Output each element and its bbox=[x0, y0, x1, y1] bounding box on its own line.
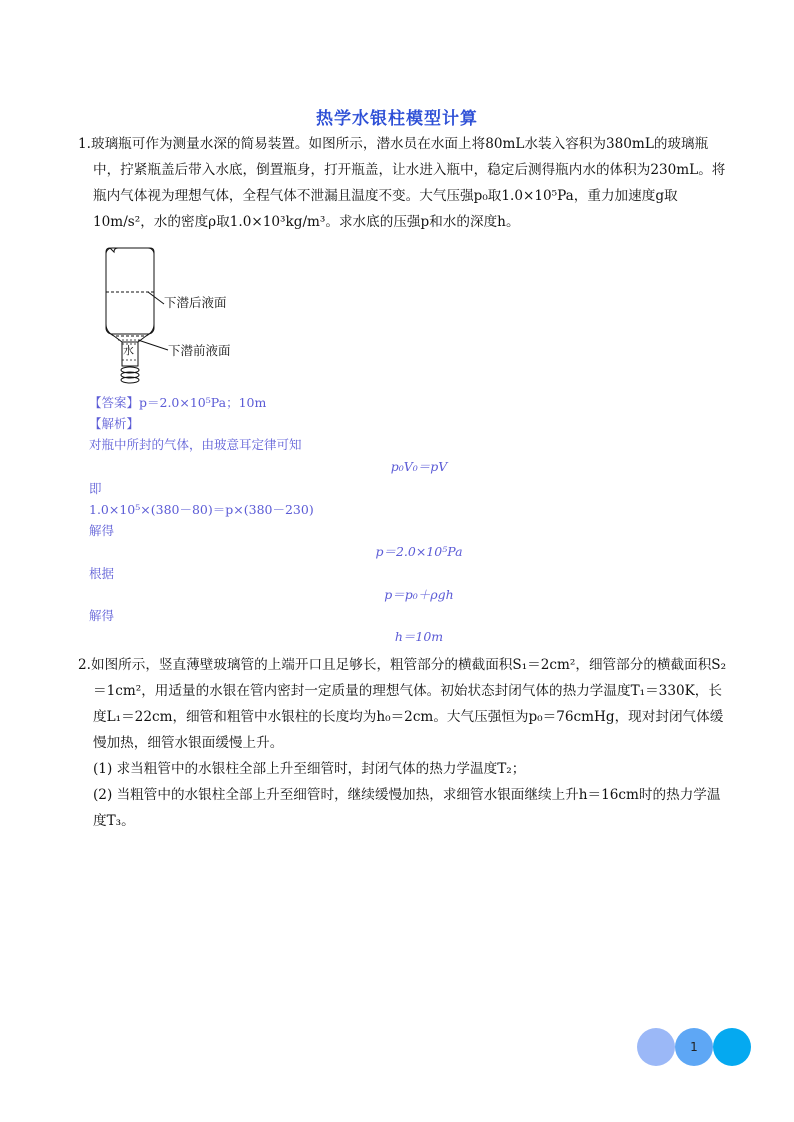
equation: 1.0×10⁵×(380－80)＝p×(380－230) bbox=[89, 502, 314, 517]
problem-1 bbox=[78, 131, 728, 235]
problem-1-text bbox=[78, 131, 728, 235]
page-number-badge bbox=[637, 1028, 753, 1066]
solution-step: 根据 bbox=[89, 566, 115, 581]
solution-step: 对瓶中所封的气体，由玻意耳定律可知 bbox=[89, 437, 302, 452]
equation: p＝p₀＋ρgh bbox=[384, 587, 454, 602]
equation: p₀V₀＝pV bbox=[390, 459, 448, 474]
badge-circle bbox=[713, 1028, 751, 1066]
question-1: (1) 求当粗管中的水银柱全部上升至细管时，封闭气体的热力学温度T₂； bbox=[93, 761, 526, 777]
page-title: 热学水银柱模型计算 bbox=[316, 109, 478, 129]
badge-circle bbox=[637, 1028, 675, 1066]
problem-2 bbox=[78, 652, 728, 834]
problem-number: 1. bbox=[78, 136, 91, 152]
question-2: (2) 当粗管中的水银柱全部上升至细管时，继续缓慢加热，求细管水银面继续上升h＝16cm时的热力学温度T₃。 bbox=[93, 787, 721, 829]
water-label: 水 bbox=[123, 344, 134, 357]
solution-step: 即 bbox=[89, 481, 102, 496]
bottle-figure bbox=[92, 244, 272, 386]
problem-2-text bbox=[78, 652, 728, 756]
problem-number: 2. bbox=[78, 657, 91, 673]
solution-step: 解得 bbox=[89, 523, 115, 538]
label-after-dive: 下潜后液面 bbox=[164, 295, 227, 310]
solution-step: 解得 bbox=[89, 608, 115, 623]
equation: h＝10m bbox=[394, 629, 444, 644]
analysis-heading: 【解析】 bbox=[89, 416, 140, 431]
problem-body: 如图所示，竖直薄壁玻璃管的上端开口且足够长，粗管部分的横截面积S₁＝2cm²，细管部分的横截面积S₂＝1cm²，用适量的水银在管内密封一定质量的理想气体。初始状态封闭气体的热力学温度T₁＝330K，长度L₁＝22cm，细管和粗管中水银柱的长度均为h₀＝2cm。大气压强恒为p₀＝76cmHg，现对封闭气体缓慢加热，细管水银面缓慢上升。 bbox=[90, 657, 727, 751]
equation: p＝2.0×10⁵Pa bbox=[375, 544, 463, 559]
label-before-dive: 下潜前液面 bbox=[168, 343, 231, 358]
page-number: 1 bbox=[690, 1040, 698, 1054]
problem-body: 玻璃瓶可作为测量水深的简易装置。如图所示，潜水员在水面上将80mL水装入容积为380mL的玻璃瓶中，拧紧瓶盖后带入水底，倒置瓶身，打开瓶盖，让水进入瓶中，稳定后测得瓶内水的体积为230mL。将瓶内气体视为理想气体，全程气体不泄漏且温度不变。大气压强p₀取1.0×10⁵Pa，重力加速度g取10m/s²，水的密度ρ取1.0×10³kg/m³。求水底的压强p和水的深度h。 bbox=[90, 136, 726, 230]
answer-line: 【答案】p＝2.0×10⁵Pa；10m bbox=[89, 395, 267, 410]
bottle-diagram bbox=[92, 244, 272, 386]
